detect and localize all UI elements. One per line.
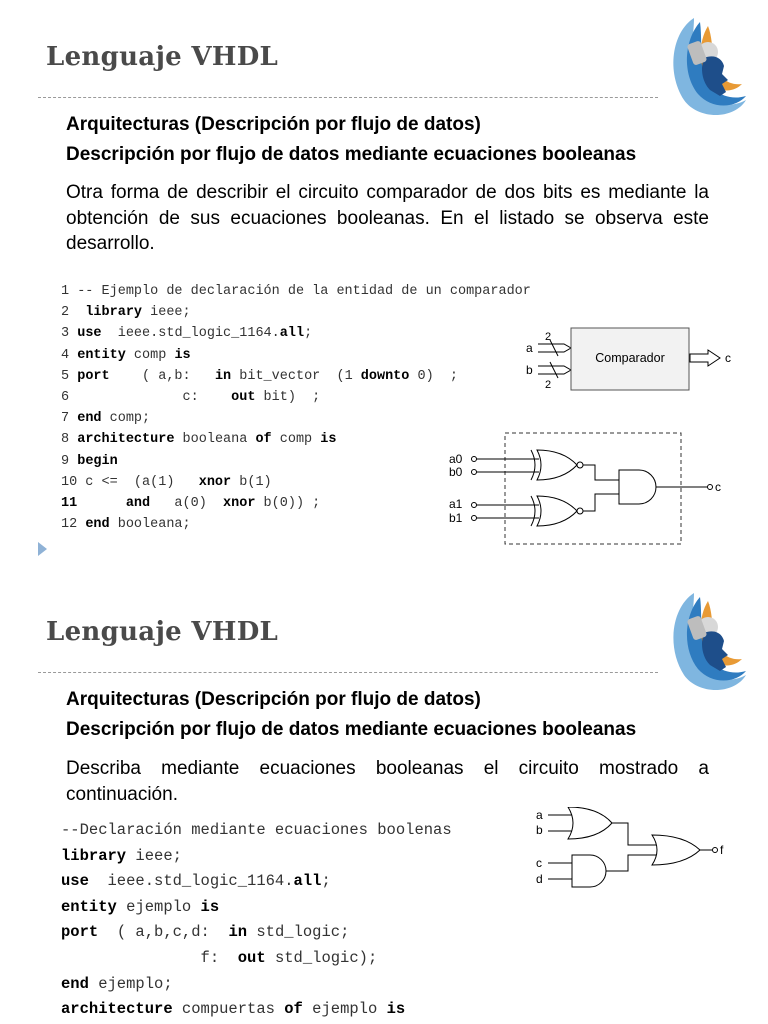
code-keyword: out xyxy=(231,390,256,406)
code-line xyxy=(61,387,531,408)
code-text: -- Ejemplo de declaración de la entidad de un comparador xyxy=(69,284,531,299)
code-text xyxy=(69,369,77,384)
output-f-label: f xyxy=(720,843,724,857)
code-keyword: in xyxy=(214,368,232,384)
code-line xyxy=(61,946,452,972)
xnor-gate-2 xyxy=(531,496,583,526)
code-keyword: entity xyxy=(61,897,117,916)
code-keyword: all xyxy=(279,326,305,342)
code-line xyxy=(61,895,452,921)
bus-width-a: 2 xyxy=(545,331,552,343)
exercise-paragraph: Describa mediante ecuaciones booleanas el circuito mostrado a continuación. xyxy=(66,758,709,805)
input-b-label: b xyxy=(536,823,543,837)
code-text: bit_vector (1 xyxy=(231,368,361,384)
code-line xyxy=(61,818,452,844)
code-text: --Declaración mediante ecuaciones boolenas xyxy=(61,821,452,839)
code-text: ( a,b,c,d: xyxy=(98,923,229,942)
slide-title: Lenguaje VHDL xyxy=(46,617,279,647)
code-keyword: xnor xyxy=(198,474,232,490)
code-keyword: use xyxy=(61,872,89,891)
code-keyword: end xyxy=(85,517,110,533)
code-text: bit) ; xyxy=(255,390,321,406)
code-keyword: is xyxy=(174,347,191,363)
code-text: ( a,b: xyxy=(109,368,215,384)
code-keyword: in xyxy=(228,923,248,942)
xnor-gate-1 xyxy=(531,450,583,480)
title-divider xyxy=(38,97,658,98)
code-text: ; xyxy=(304,326,313,342)
code-text: comp xyxy=(125,347,175,363)
code-keyword: is xyxy=(200,897,220,916)
code-text: ; xyxy=(321,872,331,891)
description-paragraph: Otra forma de describir el circuito comparador de dos bits es mediante la obtención de sus ecuaciones booleanas. En el listado se observa este desarrollo. xyxy=(66,182,709,254)
code-line-number: 11 xyxy=(61,496,78,512)
code-text: std_logic; xyxy=(247,923,350,942)
section-subheading: Descripción por flujo de datos mediante ecuaciones booleanas xyxy=(66,719,637,740)
code-keyword: xnor xyxy=(223,496,256,512)
slide-2 xyxy=(0,575,768,1024)
code-text xyxy=(69,326,77,341)
code-keyword: port xyxy=(77,368,110,384)
code-line-number: 10 xyxy=(61,474,78,490)
university-logo-icon xyxy=(664,587,750,695)
comparator-label: Comparador xyxy=(595,351,665,365)
input-c-label: c xyxy=(536,856,542,870)
code-line xyxy=(61,844,452,870)
code-text: compuertas xyxy=(172,1000,285,1019)
input-a1-label: a1 xyxy=(449,497,463,511)
and-gate xyxy=(619,470,656,504)
code-text: ieee; xyxy=(126,846,182,865)
code-text: booleana; xyxy=(109,517,191,533)
code-text: ieee.std_logic_1164. xyxy=(88,872,294,891)
output-c-label: c xyxy=(715,480,721,494)
bus-slash-a xyxy=(550,340,558,356)
code-text xyxy=(77,496,126,511)
code-line xyxy=(61,972,452,998)
code-text: ejemplo; xyxy=(88,974,173,993)
code-keyword: out xyxy=(237,948,266,967)
code-text: a(0) xyxy=(150,496,224,512)
code-text xyxy=(69,348,77,363)
code-line xyxy=(61,366,531,387)
code-keyword: of xyxy=(255,432,272,448)
code-line xyxy=(61,869,452,895)
code-text: comp; xyxy=(101,411,151,427)
code-text: ejemplo xyxy=(302,1000,387,1019)
code-line-number: 5 xyxy=(61,368,70,384)
code-keyword: use xyxy=(77,326,102,342)
code-text: c: xyxy=(69,390,232,406)
section-heading: Arquitecturas (Descripción por flujo de datos) xyxy=(66,689,481,710)
code-line-number: 2 xyxy=(61,305,70,321)
code-keyword: port xyxy=(61,923,99,942)
code-text: booleana xyxy=(174,432,256,448)
code-keyword: is xyxy=(386,1000,406,1019)
input-a-label: a xyxy=(526,341,533,355)
code-text xyxy=(69,454,77,469)
comparator-gate-diagram xyxy=(445,430,735,548)
code-text: std_logic); xyxy=(265,948,378,967)
code-keyword: is xyxy=(320,432,337,448)
code-line xyxy=(61,302,531,323)
section-subheading: Descripción por flujo de datos mediante ecuaciones booleanas xyxy=(66,144,637,165)
bus-width-b: 2 xyxy=(545,379,552,391)
code-text: comp xyxy=(271,432,321,448)
slide-title: Lenguaje VHDL xyxy=(46,42,279,72)
input-b-label: b xyxy=(526,363,533,377)
code-text: 0) ; xyxy=(409,368,458,384)
code-line xyxy=(61,345,531,366)
code-keyword: library xyxy=(85,305,143,321)
code-line-number: 12 xyxy=(61,517,78,533)
or-gate-ab xyxy=(568,807,612,839)
code-line-number: 4 xyxy=(61,347,70,363)
code-line-number: 8 xyxy=(61,432,70,448)
input-a0-label: a0 xyxy=(449,452,463,466)
output-c-label: c xyxy=(725,351,731,365)
input-d-label: d xyxy=(536,872,543,886)
code-keyword: and xyxy=(125,496,151,512)
code-text: b(0)) ; xyxy=(255,496,321,512)
comparator-block-diagram xyxy=(520,326,750,392)
code-text: ieee.std_logic_1164. xyxy=(101,326,280,342)
code-keyword: all xyxy=(293,872,322,891)
code-keyword: end xyxy=(77,411,102,427)
code-text: ieee; xyxy=(142,305,191,321)
code-line-number: 3 xyxy=(61,326,70,342)
or-gate-final xyxy=(652,835,700,865)
code-line xyxy=(61,920,452,946)
slide-nav-marker-icon xyxy=(38,542,47,556)
code-text: f: xyxy=(61,948,238,967)
input-b1-label: b1 xyxy=(449,511,463,525)
code-line-number: 1 xyxy=(61,284,70,299)
code-line xyxy=(61,997,452,1023)
section-heading: Arquitecturas (Descripción por flujo de datos) xyxy=(66,114,481,135)
code-line-number: 6 xyxy=(61,390,70,406)
code-keyword: begin xyxy=(77,453,118,469)
code-text: c <= (a(1) xyxy=(77,474,199,490)
code-text xyxy=(69,305,85,320)
code-keyword: downto xyxy=(360,368,410,384)
code-line xyxy=(61,323,531,344)
code-keyword: of xyxy=(284,1000,303,1019)
vhdl-code-listing xyxy=(61,818,452,1023)
code-keyword: entity xyxy=(77,347,126,363)
code-line xyxy=(61,408,531,429)
bus-slash-b xyxy=(550,362,558,378)
code-keyword: end xyxy=(61,974,89,993)
title-divider xyxy=(38,672,658,673)
code-line xyxy=(61,281,531,302)
code-keyword: architecture xyxy=(77,432,175,448)
code-text xyxy=(69,411,77,426)
university-logo-icon xyxy=(664,12,750,120)
input-a-label: a xyxy=(536,808,543,822)
code-text: ejemplo xyxy=(116,897,201,916)
code-line-number: 9 xyxy=(61,453,70,469)
input-b0-label: b0 xyxy=(449,465,463,479)
code-text: b(1) xyxy=(231,474,272,490)
output-arrow xyxy=(690,350,720,366)
code-keyword: architecture xyxy=(61,1000,173,1019)
exercise-gate-diagram xyxy=(528,807,748,899)
code-keyword: library xyxy=(61,846,127,865)
code-text xyxy=(69,432,77,447)
code-line-number: 7 xyxy=(61,411,70,427)
and-gate-cd xyxy=(572,855,606,887)
